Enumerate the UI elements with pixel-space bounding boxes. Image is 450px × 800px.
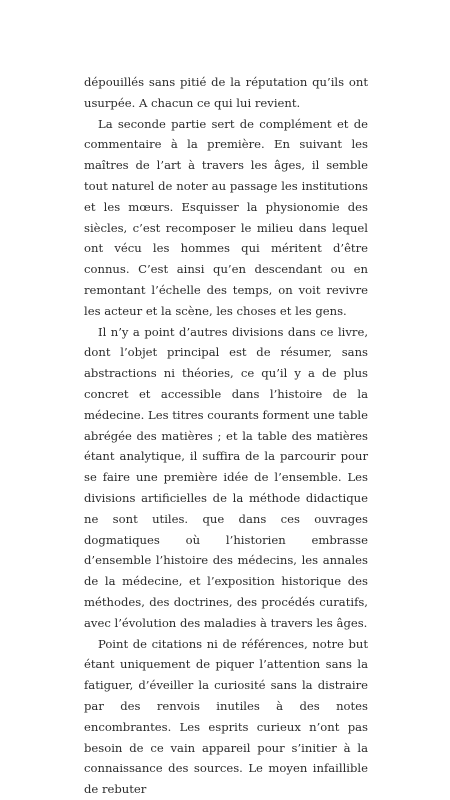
body-text [84, 72, 368, 800]
paragraph-divisions: Il n’y a point d’autres divisions dans ce livre, dont l’objet principal est de résumer, sans abstractions ni théories, ce qu’il y a de plus concret et accessible dans l’histoire de la médecine. Les titres courants forment une table abrégée des matières ; et la table des matières étant analytique, il suffira de la parcourir pour se faire une première idée de l’ensemble. Les divisions artificielles de la méthode didactique ne sont utiles. que dans ces ouvrages dogmatiques où l’historien embrasse d’ensemble l’histoire des médecins, les annales de la médecine, et l’exposition historique des méthodes, des doctrines, des procédés curatifs, avec l’évolution des maladies à travers les âges. [84, 324, 368, 630]
paragraph-continuation: dépouillés sans pitié de la réputation qu’ils ont usurpée. A chacun ce qui lui revient. [84, 75, 368, 110]
paragraph-second-part: La seconde partie sert de complément et de commentaire à la première. En suivant les maîtres de l’art à travers les âges, il semble tout naturel de noter au passage les institutions et les mœurs. Esquisser la physionomie des siècles, c’est recomposer le milieu dans lequel ont vécu les hommes qui méritent d’être connus. C’est ainsi qu’en descendant ou en remontant l’échelle des temps, on voit revivre les acteur et la scène, les choses et les gens. [84, 116, 368, 318]
paragraph-citations: Point de citations ni de références, notre but étant uniquement de piquer l’attention sans la fatiguer, d’éveiller la curiosité sans la distraire par des renvois inutiles à des notes encombrantes. Les esprits curieux n’ont pas besoin de ce vain appareil pour s’initier à la connaissance des sources. Le moyen infaillible de rebuter [84, 636, 368, 797]
